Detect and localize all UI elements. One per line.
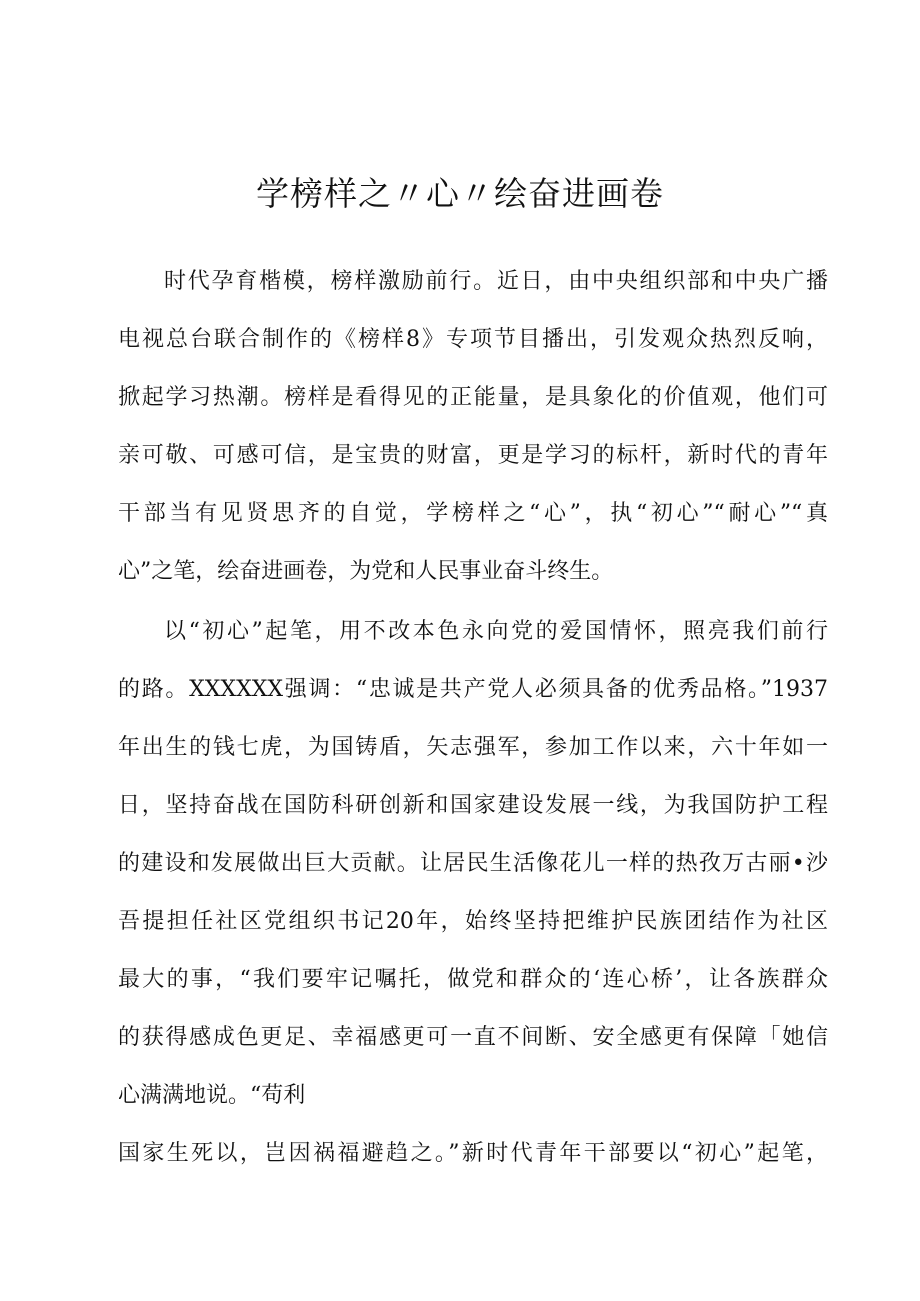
text-line: 掀起学习热潮。榜样是看得见的正能量，是具象化的价值观，他们可: [118, 385, 828, 410]
text-line: 时代孕育楷模，榜样激励前行。近日，由中央组织部和中央广播: [164, 269, 828, 294]
paragraph-2: [118, 603, 828, 1183]
text-line: 的建设和发展做出巨大贡献。让居民生活像花儿一样的热孜万古丽•沙: [118, 851, 828, 876]
document-title: 学榜样之〃心〃绘奋进画卷: [256, 174, 664, 213]
text-line: 心”之笔，绘奋进画卷，为党和人民事业奋斗终生。: [118, 559, 614, 584]
text-line: 吾提担任社区党组织书记20年，始终坚持把维护民族团结作为社区: [118, 909, 828, 934]
text-line: 心满满地说。“苟利: [118, 1083, 306, 1108]
text-line: 日，坚持奋战在国防科研创新和国家建设发展一线，为我国防护工程: [118, 793, 828, 818]
text-line: 干部当有见贤思齐的自觉，学榜样之“心”，执“初心”“耐心”“真: [118, 501, 828, 526]
paragraph-1: [118, 253, 828, 601]
text-line: 的获得感成色更足、幸福感更可一直不间断、安全感更有保障「她信: [118, 1025, 828, 1050]
text-line: 电视总台联合制作的《榜样8》专项节目播出，引发观众热烈反响，: [118, 327, 828, 352]
document-body: [118, 253, 828, 1183]
text-line: 最大的事，“我们要牢记嘱托，做党和群众的‘连心桥’，让各族群众: [118, 967, 828, 992]
text-line: 亲可敬、可感可信，是宝贵的财富，更是学习的标杆，新时代的青年: [118, 443, 828, 468]
text-line: 国家生死以，岂因祸福避趋之。”新时代青年干部要以“初心”起笔，: [118, 1141, 828, 1166]
text-line: 的路。XXXXXX强调：“忠诚是共产党人必须具备的优秀品格。”1937: [118, 677, 828, 702]
text-line: 年出生的钱七虎，为国铸盾，矢志强军，参加工作以来，六十年如一: [118, 735, 828, 760]
text-line: 以“初心”起笔，用不改本色永向党的爱国情怀，照亮我们前行: [164, 619, 828, 644]
